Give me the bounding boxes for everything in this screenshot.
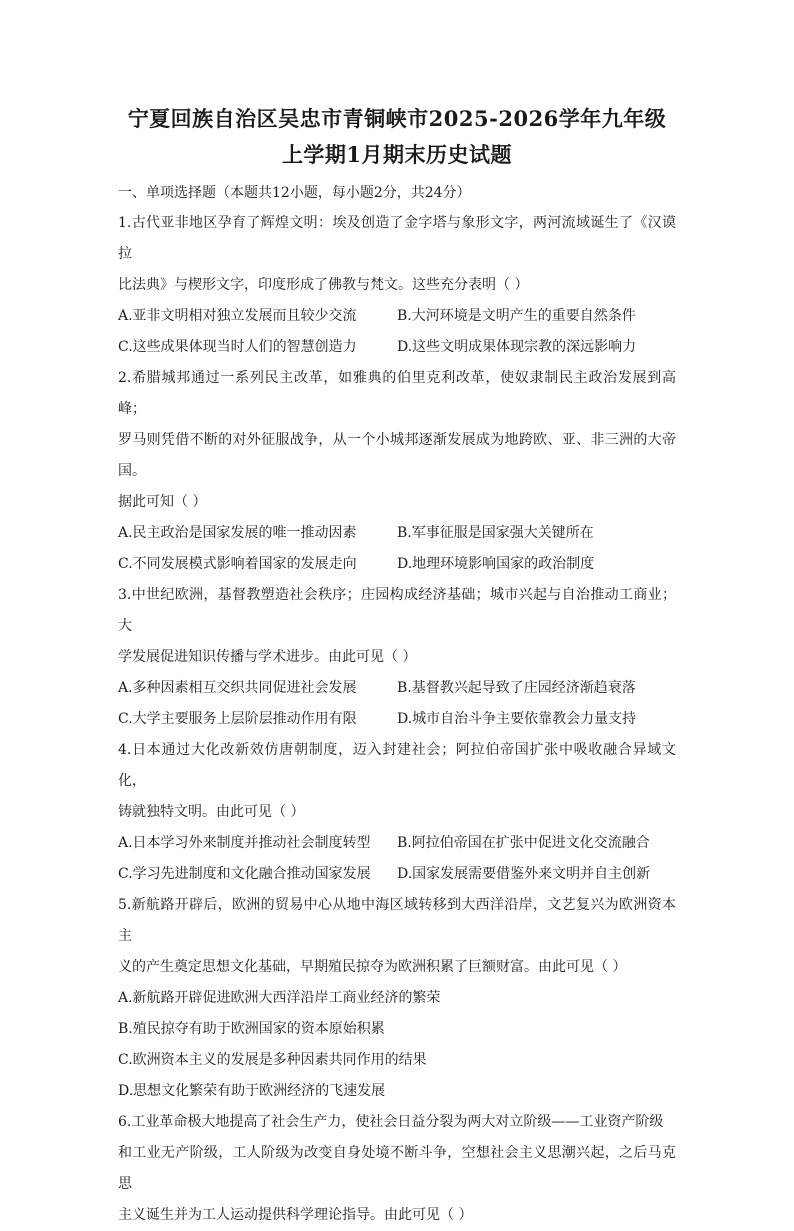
option-b: B.军事征服是国家强大关键所在 (397, 525, 594, 541)
question-stem-line: 4.日本通过大化改新效仿唐朝制度，迈入封建社会；阿拉伯帝国扩张中吸收融合异域文化， (118, 742, 676, 789)
option-a: A.日本学习外来制度并推动社会制度转型 (118, 835, 371, 851)
exam-title-line2: 上学期1月期末历史试题 (281, 142, 513, 167)
question-stem-line: 学发展促进知识传播与学术进步。由此可见（ ） (118, 649, 417, 665)
question-stem-line: 主义诞生并为工人运动提供科学理论指导。由此可见（ ） (118, 1207, 473, 1223)
question-4 (118, 735, 676, 890)
option-d: D.地理环境影响国家的政治制度 (397, 556, 595, 572)
question-1 (118, 208, 676, 363)
option-d: D.思想文化繁荣有助于欧洲经济的飞速发展 (118, 1083, 386, 1099)
option-d: D.城市自治斗争主要依靠教会力量支持 (397, 711, 637, 727)
question-stem-line: 5.新航路开辟后，欧洲的贸易中心从地中海区域转移到大西洋沿岸，文艺复兴为欧洲资本主 (118, 897, 676, 944)
exam-title-line1: 宁夏回族自治区吴忠市青铜峡市2025-2026学年九年级 (127, 106, 667, 131)
question-6 (118, 1107, 676, 1231)
option-c: C.欧洲资本主义的发展是多种因素共同作用的结果 (118, 1052, 427, 1068)
option-b: B.基督教兴起导致了庄园经济渐趋衰落 (397, 680, 636, 696)
question-stem-line: 据此可知（ ） (118, 494, 207, 510)
question-stem-line: 和工业无产阶级，工人阶级为改变自身处境不断斗争，空想社会主义思潮兴起，之后马克思 (118, 1145, 676, 1192)
question-3 (118, 580, 676, 735)
question-stem-line: 铸就独特文明。由此可见（ ） (118, 804, 305, 820)
question-stem-line: 6.工业革命极大地提高了社会生产力，使社会日益分裂为两大对立阶级——工业资产阶级 (118, 1114, 664, 1130)
option-b: B.大河环境是文明产生的重要自然条件 (397, 308, 636, 324)
option-a: A.新航路开辟促进欧洲大西洋沿岸工商业经济的繁荣 (118, 990, 441, 1006)
option-d: D.国家发展需要借鉴外来文明并自主创新 (397, 866, 651, 882)
question-stem-line: 比法典》与楔形文字，印度形成了佛教与梵文。这些充分表明（ ） (118, 277, 529, 293)
option-c: C.不同发展模式影响着国家的发展走向 (118, 556, 357, 572)
section-heading: 一、单项选择题（本题共12小题，每小题2分，共24分） (118, 185, 471, 201)
question-5 (118, 890, 676, 1107)
option-a: A.亚非文明相对独立发展而且较少交流 (118, 308, 357, 324)
question-stem-line: 义的产生奠定思想文化基础，早期殖民掠夺为欧洲积累了巨额财富。由此可见（ ） (118, 959, 627, 975)
option-c: C.这些成果体现当时人们的智慧创造力 (118, 339, 357, 355)
option-d: D.这些文明成果体现宗教的深远影响力 (397, 339, 637, 355)
option-b: B.阿拉伯帝国在扩张中促进文化交流融合 (397, 835, 650, 851)
option-a: A.多种因素相互交织共同促进社会发展 (118, 680, 357, 696)
question-stem-line: 2.希腊城邦通过一系列民主改革，如雅典的伯里克利改革，使奴隶制民主政治发展到高峰； (118, 370, 676, 417)
question-stem-line: 1.古代亚非地区孕育了辉煌文明：埃及创造了金字塔与象形文字，两河流域诞生了《汉谟拉 (118, 215, 676, 262)
question-2 (118, 363, 676, 580)
option-c: C.学习先进制度和文化融合推动国家发展 (118, 866, 371, 882)
question-stem-line: 3.中世纪欧洲，基督教塑造社会秩序；庄园构成经济基础；城市兴起与自治推动工商业；大 (118, 587, 676, 634)
option-a: A.民主政治是国家发展的唯一推动因素 (118, 525, 357, 541)
option-b: B.殖民掠夺有助于欧洲国家的资本原始积累 (118, 1021, 385, 1037)
option-c: C.大学主要服务上层阶层推动作用有限 (118, 711, 357, 727)
question-stem-line: 罗马则凭借不断的对外征服战争，从一个小城邦逐渐发展成为地跨欧、亚、非三洲的大帝国。 (118, 432, 676, 479)
